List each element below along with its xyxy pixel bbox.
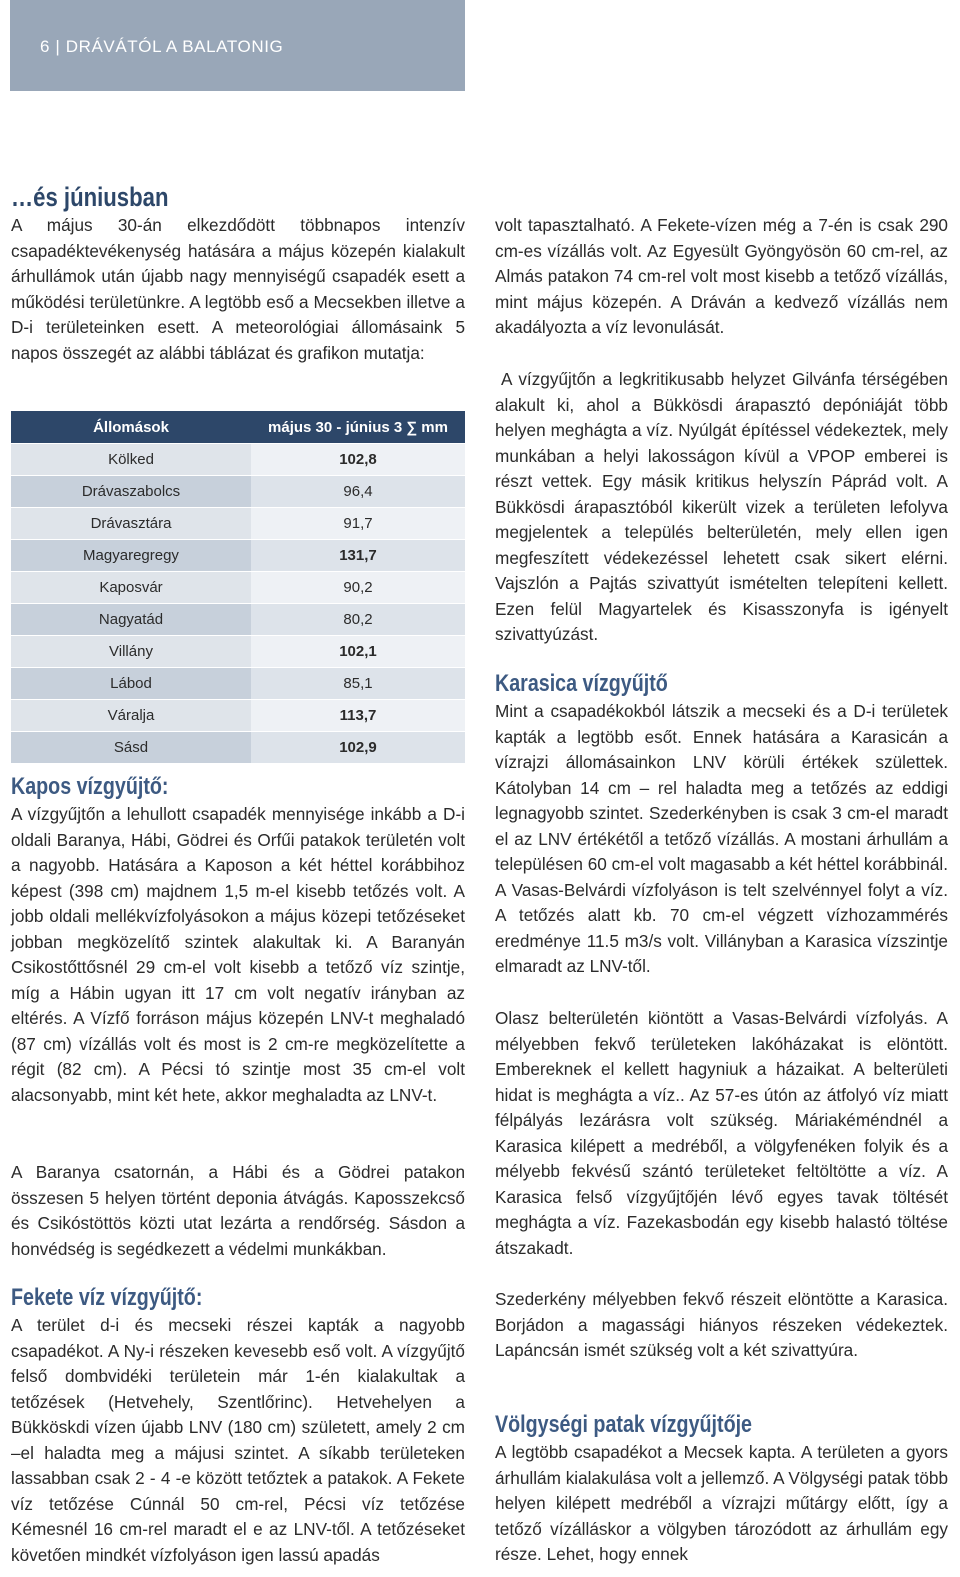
table-row [11, 732, 465, 764]
table-row [11, 572, 465, 604]
table-row [11, 604, 465, 636]
value-cell: 131,7 [251, 540, 465, 572]
station-cell: Drávasztára [11, 508, 251, 540]
value-cell: 91,7 [251, 508, 465, 540]
kapos-paragraph: A vízgyűjtőn a lehullott csapadék mennyisége inkább a D-i oldali Baranya, Hábi, Gödrei és Orfűi patakok területén volt a nagyobb. Hatására a Kaposon a két héttel korábbihoz képest (398 cm) majdnem 1,5 m-el kisebb tetőzés volt. A jobb oldali mellékvízfolyásokon a május közepi tetőzéseket jobban megközelítő szintek alakultak ki. A Baranyán Csikostőttősnél 29 cm-el volt kisebb a tetőző víz szintje, míg a Hábin ugyan itt 17 cm volt negatív irányban az eltérés. A Vízfő forráson május közepén LNV-t meghaladó (87 cm) vízállás volt és most is 2 cm-re megközelítette a régit (82 cm). A Pécsi tó szintje most 35 cm-el volt alacsonyabb, mint két hete, akkor meghaladta az LNV-t. [11, 804, 465, 1105]
value-cell: 90,2 [251, 572, 465, 604]
station-cell: Drávaszabolcs [11, 476, 251, 508]
junius-section [11, 182, 465, 366]
karasica-heading: Karasica vízgyűjtő [495, 670, 668, 697]
junius-heading: …és júniusban [11, 182, 169, 212]
gilvanfa-paragraph: A vízgyűjtőn a legkritikusabb helyzet Gilvánfa térségében alakult ki, ahol a Bükkösdi árapasztó depóniáját több helyen meghágta a víz. Nyúlgát építéssel védekeztek, mely munkában a helyi lakosságon kívül a VPOP emberei is részt vettek. Egy másik kritikus helyszín Páprád volt. A Bükkösdi árapasztóból kikerült vizek a területen lefolyva megjelentek a település belterületén, mely ellen igen megfeszített védekezéssel lehetett csak sikert elérni. Vajszlón a Pajtás szivattyút ismételten telepíteni kellett. Ezen felül Magyartelek és Kisasszonyfa is igényelt szivattyúzást. [495, 369, 948, 644]
junius-paragraph: A május 30-án elkezdődött többnapos intenzív csapadéktevékenység hatására a május közepén kialakult árhullámok után újabb nagy mennyiségű csapadék esett a működési területünkre. A legtöbb eső a Mecsekben illetve a D-i területeinken esett. A meteorológiai állomásaink 5 napos összegét az alábbi táblázat és grafikon mutatja: [11, 215, 465, 363]
station-cell: Villány [11, 636, 251, 668]
fekete-section [11, 1283, 465, 1568]
table-header-row [11, 411, 465, 444]
value-cell: 102,8 [251, 444, 465, 476]
table-row [11, 540, 465, 572]
volgysegi-paragraph: A legtöbb csapadékot a Mecsek kapta. A területen a gyors árhullám kialakulása volt a jellemző. A Völgységi patak több helyen kilépett medréből a vízrajzi műtárgy előtt, így a tetőző vízálláskor a völgyben tározódott az árhullám egy része. Lehet, hogy ennek [495, 1442, 948, 1564]
kapos-heading: Kapos vízgyűjtő: [11, 773, 169, 800]
volgysegi-heading: Völgységi patak vízgyűjtője [495, 1411, 753, 1438]
fekete-paragraph: A terület d-i és mecseki részei kapták a nagyobb csapadékot. A Ny-i részeken kevesebb eső volt. A vízgyűjtő felső dombvidéki területein már 1-én kialakultak a tetőzések (Hetvehely, Szentlőrinc). Hetvehelyen a Bükköskdi vízen újabb LNV (180 cm) született, amely 2 cm –el haladta meg a májusi szintet. A síkabb területeken lassabban csak 2 - 4 -e között tetőztek a patakok. A Fekete víz tetőzése Cúnnál 50 cm-rel, Pécsi víz tetőzése Kémesnél 16 cm-rel maradt el e az LNV-től. A tetőzéseket követően mindkét vízfolyáson igen lassú apadás [11, 1315, 465, 1565]
kapos-section [11, 772, 465, 1108]
fekete-heading: Fekete víz vízgyűjtő: [11, 1284, 203, 1311]
value-cell: 102,1 [251, 636, 465, 668]
value-cell: 96,4 [251, 476, 465, 508]
value-cell: 80,2 [251, 604, 465, 636]
station-cell: Kölked [11, 444, 251, 476]
szederkeny-section [495, 1287, 948, 1364]
column-header-sum: május 30 - június 3 ∑ mm [251, 411, 465, 444]
station-cell: Váralja [11, 700, 251, 732]
station-cell: Magyaregregy [11, 540, 251, 572]
olasz-section [495, 1006, 948, 1261]
table-row [11, 508, 465, 540]
value-cell: 113,7 [251, 700, 465, 732]
volgysegi-section [495, 1410, 948, 1568]
karasica-paragraph: Mint a csapadékokból látszik a mecseki és a D-i területek kapták a legtöbb esőt. Ennek hatására a Karasicán a vízrajzi állomásainkon LNV körüli értékek születtek. Kátolyban 14 cm – rel haladta meg a tetőzés az eddigi legnagyobb szintet. Szederkényben is csak 3 cm-el maradt el az LNV értékétől a tetőző vízállás. A mostani árhullám a településen 60 cm-el volt magasabb a két héttel korábbinál. A Vasas-Belvárdi vízfolyáson is telt szelvénnyel folyt a víz. A tetőzés alatt kb. 70 cm-el végzett vízhozammérés eredménye 11.5 m3/s volt. Villányban a Karasica vízszintje elmaradt az LNV-től. [495, 701, 948, 976]
page-running-head: 6 | DRÁVÁTÓL A BALATONIG [40, 37, 284, 56]
table-row [11, 700, 465, 732]
table-row [11, 668, 465, 700]
olasz-paragraph: Olasz belterületén kiöntött a Vasas-Belvárdi vízfolyás. A mélyebben fekvő területeken lakóházakat is elöntött. Embereknek el kellett hagyniuk a házaikat. A belterületi hidat is meghágta a víz.. Az 57-es útón az átfolyó víz miatt félpályás lezárásra volt szükség. Máriakéméndnél a Karasica kilépett a medréből, a völgyfenéken folyik és a mélyebb fekvésű szántó területeket feltöltötte a víz. A Karasica felső vízgyűjtőjén lévő egyes tavak töltését meghágta a víz. Fazekasbodán egy kisebb halastó töltése átszakadt. [495, 1008, 948, 1258]
fekete-continued-section [495, 213, 948, 341]
station-cell: Nagyatád [11, 604, 251, 636]
column-header-stations: Állomások [11, 411, 251, 444]
table-row [11, 444, 465, 476]
value-cell: 102,9 [251, 732, 465, 764]
page-header-band [10, 0, 465, 91]
station-cell: Lábod [11, 668, 251, 700]
baranya-section [11, 1160, 465, 1262]
baranya-paragraph: A Baranya csatornán, a Hábi és a Gödrei patakon összesen 5 helyen történt deponia átvágás. Kaposszekcső és Csikóstöttös közti utat lezárta a rendőrség. Sásdon a honvédség is segédkezett a védelmi munkákban. [11, 1162, 465, 1259]
station-cell: Kaposvár [11, 572, 251, 604]
station-cell: Sásd [11, 732, 251, 764]
karasica-section [495, 669, 948, 980]
fekete-continued-paragraph: volt tapasztalható. A Fekete-vízen még a 7-én is csak 290 cm-es vízállás volt. Az Egyesült Gyöngyösön 60 cm-rel, az Almás patakon 74 cm-rel volt most kisebb a tetőző vízállás, mint május közepén. A Dráván a kedvező vízállás nem akadályozta a víz levonulását. [495, 215, 948, 337]
gilvanfa-section [495, 367, 948, 648]
value-cell: 85,1 [251, 668, 465, 700]
szederkeny-paragraph: Szederkény mélyebben fekvő részeit elöntötte a Karasica. Borjádon a magassági hiányos részeken védekeztek. Lapáncsán ismét szükség volt a két szivattyúra. [495, 1289, 948, 1360]
table-row [11, 636, 465, 668]
precipitation-table [11, 411, 465, 763]
table-row [11, 476, 465, 508]
